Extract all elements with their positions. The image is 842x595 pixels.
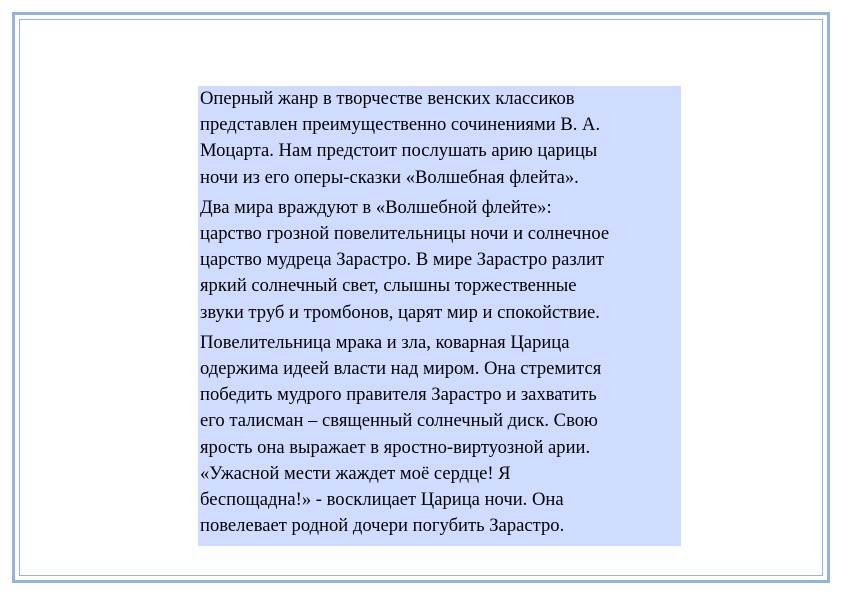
text-box bbox=[198, 86, 681, 546]
text-line: Повелительница мрака и зла, коварная Царица bbox=[200, 331, 570, 353]
text-line: Оперный жанр в творчестве венских классиков bbox=[200, 88, 575, 109]
text-line: яркий солнечный свет, слышны торжественные bbox=[200, 275, 577, 297]
text-line: повелевает родной дочери погубить Зарастро. bbox=[200, 515, 565, 537]
paragraph-opera-genre bbox=[200, 86, 681, 191]
text-line: «Ужасной мести жаждет моё сердце! Я bbox=[200, 462, 511, 484]
text-line: царство мудреца Зарастро. В мире Зарастро разлит bbox=[200, 249, 605, 271]
text-line: ярость она выражает в яростно-виртуозной арии. bbox=[200, 436, 591, 458]
text-line: представлен преимущественно сочинениями В. А. bbox=[200, 114, 601, 136]
text-line: Моцарта. Нам предстоит послушать арию царицы bbox=[200, 140, 598, 162]
text-line: беспощадна!» - восклицает Царица ночи. Она bbox=[200, 489, 564, 511]
text-line: одержима идеей власти над миром. Она стремится bbox=[200, 358, 602, 380]
text-line: Два мира враждуют в «Волшебной флейте»: bbox=[200, 196, 552, 218]
text-line: звуки труб и тромбонов, царят мир и спокойствие. bbox=[200, 301, 600, 323]
paragraph-queen-of-night bbox=[200, 330, 681, 540]
paragraph-two-worlds bbox=[200, 195, 681, 326]
text-line: царство грозной повелительницы ночи и солнечное bbox=[200, 223, 610, 245]
text-line: его талисман – священный солнечный диск. Свою bbox=[200, 410, 598, 432]
text-line: победить мудрого правителя Зарастро и захватить bbox=[200, 384, 597, 406]
text-line: ночи из его оперы-сказки «Волшебная флейта». bbox=[200, 166, 579, 188]
